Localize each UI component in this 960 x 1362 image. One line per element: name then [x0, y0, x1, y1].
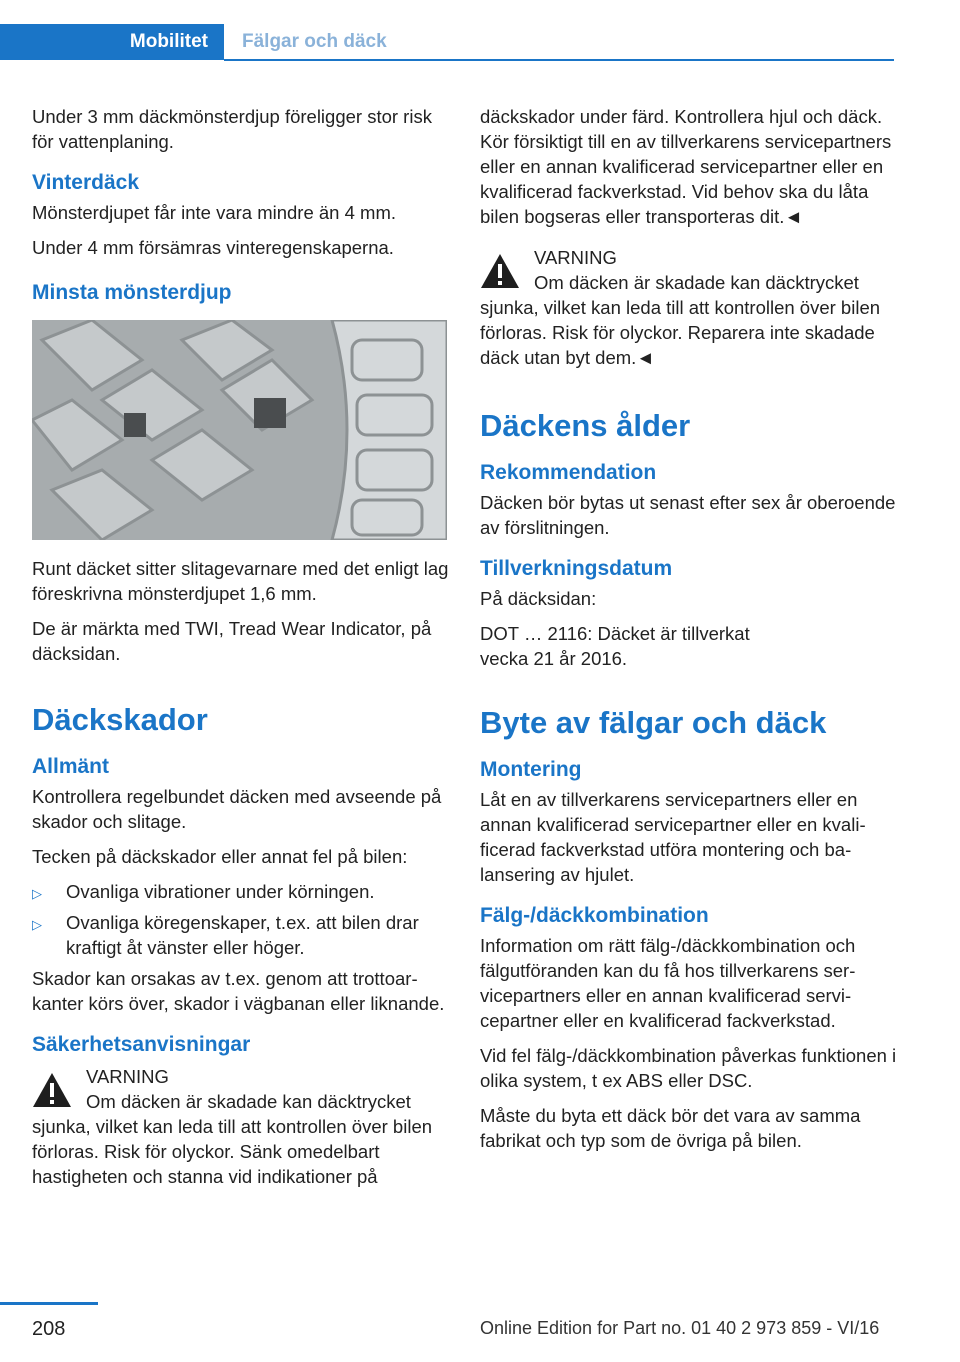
kombination-text-1: Information om rätt fälg-/däckkombination och fälgutföranden kan du få hos tillverkarens servicepartners eller en annan kvalificerad servicepartner eller en kvalificerad fackverkstad. — [480, 935, 856, 1031]
warning-block-right — [480, 245, 898, 370]
warning-triangle-icon — [32, 1072, 72, 1108]
footer-rule — [0, 1302, 98, 1305]
tillv-text-2b: vecka 21 år 2016. — [480, 648, 628, 669]
warning-text-rest: sjunka, vilket kan leda till att kontrollen över bilen förloras. Risk för olyckor. Sänk omedelbart hastigheten och stanna vid indikationer på — [32, 1116, 433, 1187]
warning-text-first: Om däcken är skadade kan däcktrycket — [86, 1091, 411, 1112]
vinter-text-2: Under 4 mm försämras vinteregenskaperna. — [32, 237, 394, 258]
heading-montering: Montering — [480, 758, 582, 781]
damage-sign-list — [32, 879, 450, 960]
heading-vinterdack: Vinterdäck — [32, 171, 139, 194]
vinter-text-1: Mönsterdjupet får inte vara mindre än 4 mm. — [32, 202, 396, 223]
warning-title: VARNING — [86, 1066, 169, 1087]
warning-title: VARNING — [534, 247, 617, 268]
triangle-bullet-icon: ▷ — [32, 886, 42, 901]
twi-text-2: De är märkta med TWI, Tread Wear Indicator, på däcksidan. — [32, 618, 432, 664]
tillv-text-2 — [480, 621, 898, 671]
allmant-text-2: Tecken på däckskador eller annat fel på bilen: — [32, 846, 408, 867]
right-column — [480, 104, 898, 1163]
footer-edition: Online Edition for Part no. 01 40 2 973 859 - VI/16 — [480, 1318, 880, 1338]
montering-text: Låt en av tillverkarens servicepartners eller en annan kvalificerad servicepartner eller en kvalificerad fackverkstad utföra montering och balansering av hjulet. — [480, 789, 866, 885]
list-item-text: Ovanliga vibrationer under körningen. — [66, 881, 375, 902]
heading-dackskador: Däckskador — [32, 702, 208, 737]
allmant-text-1: Kontrollera regelbundet däcken med avseende på skador och slitage. — [32, 786, 442, 832]
tread-wear-indicator-image — [32, 320, 447, 540]
warning-triangle-icon — [480, 253, 520, 289]
heading-minsta-monsterdjup: Minsta mönsterdjup — [32, 281, 232, 304]
heading-dackens-alder: Däckens ålder — [480, 408, 691, 443]
kombination-text-2: Vid fel fälg-/däckkombination påverkas funktionen i olika system, t ex ABS eller DSC. — [480, 1045, 897, 1091]
header-subsection: Fälgar och däck — [242, 31, 387, 52]
heading-tillverkningsdatum: Tillverkningsdatum — [480, 557, 673, 580]
continued-text: däckskador under färd. Kontrollera hjul och däck. Kör försiktigt till en av tillverkarens servicepartners eller en annan kvalificerad servicepartner eller en kvalificerad fackverkstad. Vid behov ska du låta bilen bogseras eller transporteras dit.◄ — [480, 106, 892, 227]
heading-falg-dackkombination: Fälg-/däckkombination — [480, 904, 709, 927]
left-column — [32, 104, 450, 1199]
header-section: Mobilitet — [129, 31, 208, 52]
tillv-text-2a: DOT … 2116: Däcket är tillverkat — [480, 623, 750, 644]
list-item-text: Ovanliga köregenskaper, t.ex. att bilen drar kraftigt åt vänster eller höger. — [66, 912, 419, 958]
skador-text: Skador kan orsakas av t.ex. genom att trottoarkanter körs över, skador i vägbanan eller liknande. — [32, 968, 445, 1014]
heading-rekommendation: Rekommendation — [480, 461, 657, 484]
intro-text: Under 3 mm däckmönsterdjup föreligger stor risk för vattenplaning. — [32, 106, 432, 152]
tillv-text-1: På däcksidan: — [480, 588, 597, 609]
heading-allmant: Allmänt — [32, 755, 110, 778]
list-item — [32, 879, 450, 904]
list-item — [32, 910, 450, 960]
warning-text-first: Om däcken är skadade kan däcktrycket — [534, 272, 859, 293]
header-subsection-tab — [224, 24, 894, 60]
page-number: 208 — [32, 1318, 66, 1340]
header-rule — [224, 59, 894, 61]
heading-sakerhetsanvisningar: Säkerhetsanvisningar — [32, 1033, 251, 1056]
twi-text-1: Runt däcket sitter slitagevarnare med det enligt lag föreskrivna mönsterdjupet 1,6 mm. — [32, 558, 449, 604]
header-section-tab — [0, 24, 224, 60]
rekommendation-text: Däcken bör bytas ut senast efter sex år oberoende av förslitningen. — [480, 492, 896, 538]
warning-text-rest: sjunka, vilket kan leda till att kontrollen över bilen förloras. Risk för olyckor. Reparera inte skadade däck utan byt dem.◄ — [480, 297, 881, 368]
warning-block-left — [32, 1064, 450, 1189]
triangle-bullet-icon: ▷ — [32, 917, 42, 932]
kombination-text-3: Måste du byta ett däck bör det vara av samma fabrikat och typ som de övriga på bilen. — [480, 1105, 861, 1151]
heading-byte-av-falgar: Byte av fälgar och däck — [480, 705, 827, 740]
